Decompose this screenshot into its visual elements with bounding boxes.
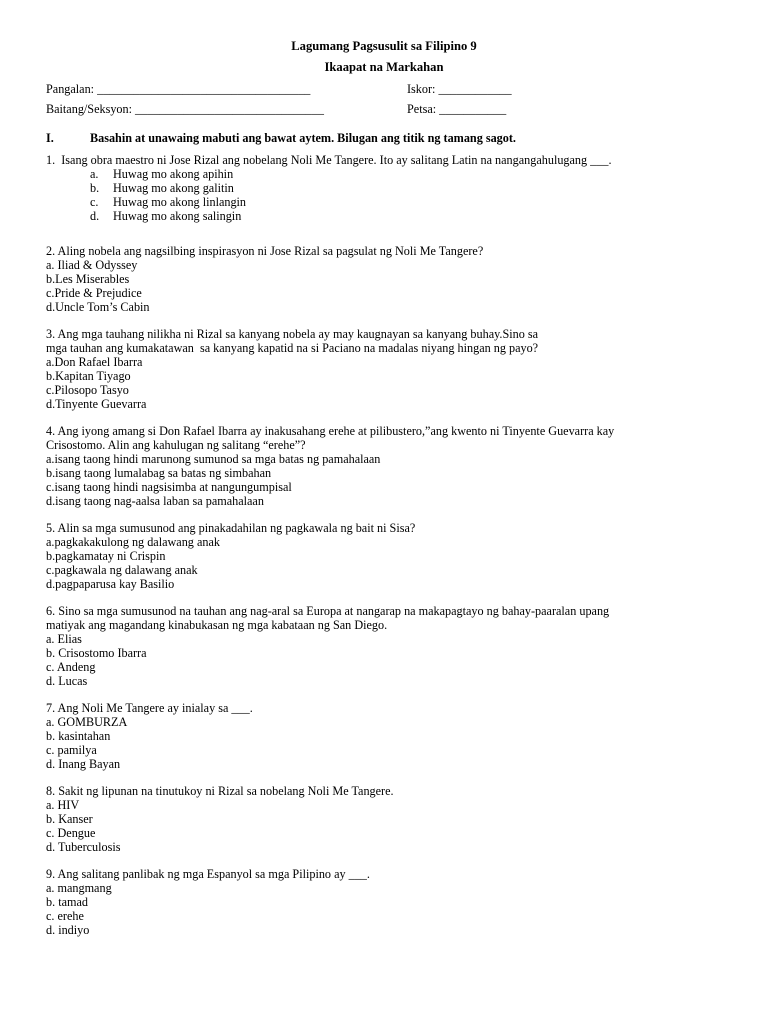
worksheet-subtitle: Ikaapat na Markahan xyxy=(324,60,444,74)
name-field: Pangalan: ___________________________________ xyxy=(46,82,311,96)
question-6-text: matiyak ang magandang kinabukasan ng mga kabataan ng San Diego. xyxy=(46,618,388,632)
question-3-choice: a.Don Rafael Ibarra xyxy=(46,355,143,369)
question-3-choice: d.Tinyente Guevarra xyxy=(46,397,147,411)
question-4-choice: a.isang taong hindi marunong sumunod sa mga batas ng pamahalaan xyxy=(46,452,381,466)
question-9-choice: a. mangmang xyxy=(46,881,112,895)
question-2-choice: c.Pride & Prejudice xyxy=(46,286,142,300)
question-3-choice: b.Kapitan Tiyago xyxy=(46,369,131,383)
question-9-choice: c. erehe xyxy=(46,909,84,923)
question-1-choice-letter: a. xyxy=(90,167,99,181)
question-1-choice-letter: b. xyxy=(90,181,100,195)
question-5-choice: b.pagkamatay ni Crispin xyxy=(46,549,166,563)
question-8-text: 8. Sakit ng lipunan na tinutukoy ni Rizal sa nobelang Noli Me Tangere. xyxy=(46,784,394,798)
question-4-choice: d.isang taong nag-aalsa laban sa pamahalaan xyxy=(46,494,264,508)
question-1-choice-letter: d. xyxy=(90,209,100,223)
question-5-choice: d.pagpaparusa kay Basilio xyxy=(46,577,175,591)
question-5-choice: a.pagkakakulong ng dalawang anak xyxy=(46,535,220,549)
question-8-choice: a. HIV xyxy=(46,798,80,812)
question-7-text: 7. Ang Noli Me Tangere ay inialay sa ___. xyxy=(46,701,253,715)
question-6-choice: d. Lucas xyxy=(46,674,88,688)
question-3-text: mga tauhan ang kumakatawan sa kanyang kapatid na si Paciano na madalas niyang hingan ng payo? xyxy=(46,341,539,355)
question-4-choice: b.isang taong lumalabag sa batas ng simbahan xyxy=(46,466,272,480)
question-9-text: 9. Ang salitang panlibak ng mga Espanyol sa mga Pilipino ay ___. xyxy=(46,867,370,881)
question-2-choice: a. Iliad & Odyssey xyxy=(46,258,138,272)
question-1-choice-letter: c. xyxy=(90,195,99,209)
question-1-choice-text: Huwag mo akong linlangin xyxy=(113,195,247,209)
question-2-text: 2. Aling nobela ang nagsilbing inspirasyon ni Jose Rizal sa pagsulat ng Noli Me Tangere? xyxy=(46,244,484,258)
question-7-choice: b. kasintahan xyxy=(46,729,111,743)
question-2-choice: d.Uncle Tom’s Cabin xyxy=(46,300,150,314)
question-6-choice: c. Andeng xyxy=(46,660,96,674)
question-4-text: Crisostomo. Alin ang kahulugan ng salitang “erehe”? xyxy=(46,438,306,452)
question-6-choice: b. Crisostomo Ibarra xyxy=(46,646,147,660)
question-8-choice: b. Kanser xyxy=(46,812,93,826)
question-3-text: 3. Ang mga tauhang nilikha ni Rizal sa kanyang nobela ay may kaugnayan sa kanyang buhay.Sino sa xyxy=(46,327,539,341)
question-8-choice: d. Tuberculosis xyxy=(46,840,121,854)
question-3-choice: c.Pilosopo Tasyo xyxy=(46,383,129,397)
question-2-choice: b.Les Miserables xyxy=(46,272,130,286)
question-4-text: 4. Ang iyong amang si Don Rafael Ibarra ay inakusahang erehe at pilibustero,”ang kwento ni Tinyente Guevarra kay xyxy=(46,424,615,438)
question-1-choice-text: Huwag mo akong salingin xyxy=(113,209,242,223)
question-7-choice: d. Inang Bayan xyxy=(46,757,121,771)
worksheet-title: Lagumang Pagsusulit sa Filipino 9 xyxy=(291,39,477,53)
question-4-choice: c.isang taong hindi nagsisimba at nangungumpisal xyxy=(46,480,292,494)
question-9-choice: b. tamad xyxy=(46,895,88,909)
section-instruction: Basahin at unawaing mabuti ang bawat aytem. Bilugan ang titik ng tamang sagot. xyxy=(90,131,516,145)
question-5-choice: c.pagkawala ng dalawang anak xyxy=(46,563,198,577)
question-1-choice-text: Huwag mo akong galitin xyxy=(113,181,234,195)
question-9-choice: d. indiyo xyxy=(46,923,90,937)
score-field: Iskor: ____________ xyxy=(407,82,512,96)
question-1-text: 1. Isang obra maestro ni Jose Rizal ang nobelang Noli Me Tangere. Ito ay salitang Latin na nangangahulugang ___. xyxy=(46,153,612,167)
question-5-text: 5. Alin sa mga sumusunod ang pinakadahilan ng pagkawala ng bait ni Sisa? xyxy=(46,521,416,535)
date-field: Petsa: ___________ xyxy=(407,102,507,116)
section-field: Baitang/Seksyon: _______________________________ xyxy=(46,102,324,116)
question-7-choice: a. GOMBURZA xyxy=(46,715,128,729)
question-8-choice: c. Dengue xyxy=(46,826,96,840)
question-6-text: 6. Sino sa mga sumusunod na tauhan ang nag-aral sa Europa at nangarap na makapagtayo ng bahay-paaralan upang xyxy=(46,604,610,618)
question-1-choice-text: Huwag mo akong apihin xyxy=(113,167,234,181)
question-7-choice: c. pamilya xyxy=(46,743,97,757)
section-number: I. xyxy=(46,131,54,145)
question-6-choice: a. Elias xyxy=(46,632,82,646)
